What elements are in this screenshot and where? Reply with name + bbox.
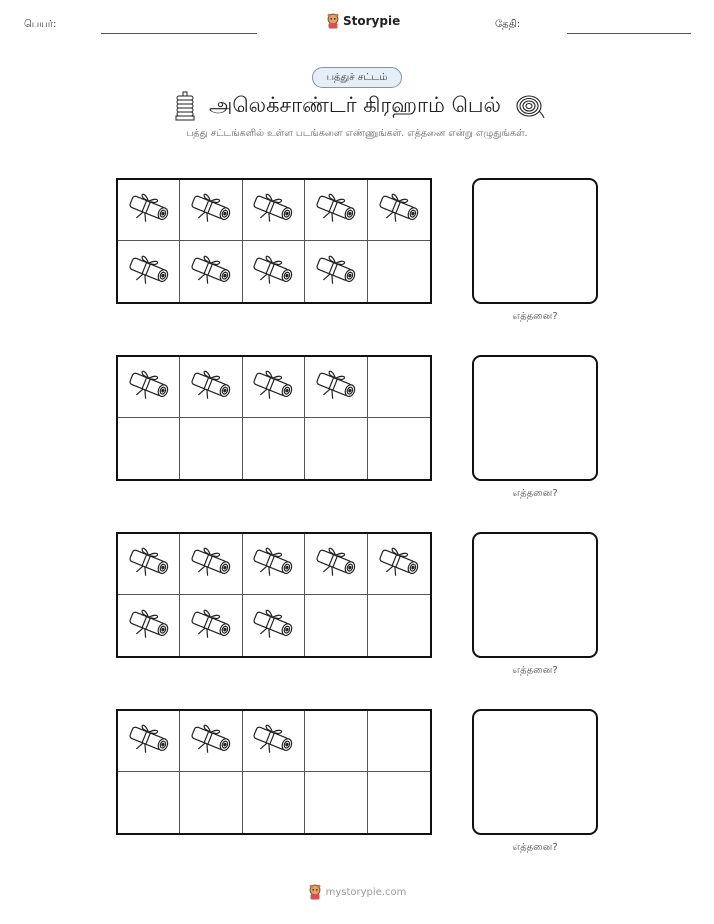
brand-logo <box>326 13 400 29</box>
ten-frame-cell <box>305 711 367 772</box>
ten-frame-cell <box>368 418 430 479</box>
ten-frame-cell <box>305 595 367 656</box>
scroll-diploma-icon <box>127 604 171 648</box>
ten-frame-cell <box>118 241 180 302</box>
scroll-diploma-icon <box>377 542 421 586</box>
answer-prompt-3: எத்தனை? <box>512 665 558 676</box>
ten-frame-cell <box>118 418 180 479</box>
scroll-diploma-icon <box>377 188 421 232</box>
answer-prompt-2: எத்தனை? <box>512 488 558 499</box>
ten-frame-cell <box>243 180 305 241</box>
worksheet-type-badge: பத்துச் சட்டம் <box>312 67 402 88</box>
scroll-diploma-icon <box>251 188 295 232</box>
scroll-diploma-icon <box>127 719 171 763</box>
ten-frame-1 <box>116 178 432 304</box>
worksheet-title: அலெக்சாண்டர் கிரஹாம் பெல் <box>209 92 501 117</box>
scroll-diploma-icon <box>314 365 358 409</box>
scroll-diploma-icon <box>314 250 358 294</box>
scroll-diploma-icon <box>189 250 233 294</box>
ten-frame-cell <box>368 180 430 241</box>
ten-frame-cell <box>305 357 367 418</box>
storypie-mascot-icon <box>326 13 340 29</box>
ten-frame-cell <box>368 241 430 302</box>
brand-name: Storypie <box>343 14 401 28</box>
telephone-coil-icon <box>175 91 195 121</box>
answer-box-3[interactable] <box>472 532 598 658</box>
ten-frame-cell <box>305 241 367 302</box>
scroll-diploma-icon <box>127 542 171 586</box>
ten-frame-cell <box>180 534 242 595</box>
scroll-diploma-icon <box>251 365 295 409</box>
ten-frame-cell <box>368 534 430 595</box>
ten-frame-cell <box>118 534 180 595</box>
ten-frame-cell <box>243 534 305 595</box>
ten-frame-cell <box>180 711 242 772</box>
scroll-diploma-icon <box>314 188 358 232</box>
ten-frame-cell <box>368 772 430 833</box>
scroll-diploma-icon <box>189 188 233 232</box>
ten-frame-4 <box>116 709 432 835</box>
answer-box-4[interactable] <box>472 709 598 835</box>
ten-frame-cell <box>118 180 180 241</box>
scroll-diploma-icon <box>189 719 233 763</box>
ten-frame-3 <box>116 532 432 658</box>
ten-frame-cell <box>180 357 242 418</box>
ten-frame-cell <box>243 772 305 833</box>
ten-frame-cell <box>180 772 242 833</box>
ten-frame-2 <box>116 355 432 481</box>
ten-frame-cell <box>368 711 430 772</box>
ten-frame-cell <box>180 418 242 479</box>
ten-frame-cell <box>305 180 367 241</box>
scroll-diploma-icon <box>127 188 171 232</box>
wire-spool-icon <box>515 93 545 119</box>
scroll-diploma-icon <box>127 365 171 409</box>
scroll-diploma-icon <box>314 542 358 586</box>
ten-frame-cell <box>243 711 305 772</box>
footer-url[interactable]: mystorypie.com <box>325 886 407 898</box>
scroll-diploma-icon <box>127 250 171 294</box>
date-line[interactable] <box>567 33 691 34</box>
name-line[interactable] <box>101 33 257 34</box>
scroll-diploma-icon <box>251 250 295 294</box>
scroll-diploma-icon <box>189 542 233 586</box>
title-row <box>150 89 570 123</box>
answer-prompt-1: எத்தனை? <box>512 311 558 322</box>
ten-frame-cell <box>243 595 305 656</box>
answer-box-1[interactable] <box>472 178 598 304</box>
ten-frame-cell <box>305 772 367 833</box>
scroll-diploma-icon <box>251 604 295 648</box>
scroll-diploma-icon <box>251 719 295 763</box>
answer-box-2[interactable] <box>472 355 598 481</box>
answer-prompt-4: எத்தனை? <box>512 842 558 853</box>
ten-frame-cell <box>180 180 242 241</box>
footer <box>0 884 714 900</box>
ten-frame-cell <box>368 357 430 418</box>
name-label: பெயர்: <box>24 19 57 30</box>
date-label: தேதி: <box>495 19 521 30</box>
ten-frame-cell <box>305 418 367 479</box>
ten-frame-cell <box>368 595 430 656</box>
ten-frame-cell <box>118 711 180 772</box>
storypie-mascot-icon <box>308 884 322 900</box>
ten-frame-cell <box>118 772 180 833</box>
ten-frame-cell <box>243 357 305 418</box>
scroll-diploma-icon <box>251 542 295 586</box>
instruction-text: பத்து சட்டங்களில் உள்ள படங்களை எண்ணுங்கள். எத்தனை என்று எழுதுங்கள். <box>186 128 528 139</box>
scroll-diploma-icon <box>189 365 233 409</box>
ten-frame-cell <box>243 418 305 479</box>
ten-frame-cell <box>118 357 180 418</box>
ten-frame-cell <box>305 534 367 595</box>
scroll-diploma-icon <box>189 604 233 648</box>
ten-frame-cell <box>180 595 242 656</box>
ten-frame-cell <box>180 241 242 302</box>
ten-frame-cell <box>118 595 180 656</box>
ten-frame-cell <box>243 241 305 302</box>
